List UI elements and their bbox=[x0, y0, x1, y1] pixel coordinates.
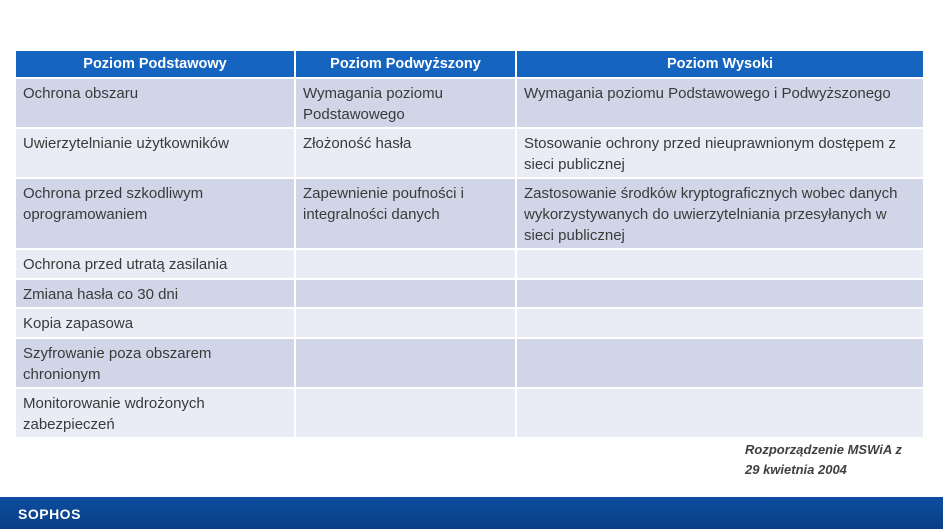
table-cell: Zastosowanie środków kryptograficznych wobec danych wykorzystywanych do uwierzytelniania przesyłanych w sieci publicznej bbox=[517, 179, 923, 250]
table-cell bbox=[517, 339, 923, 389]
header-basic-level: Poziom Podstawowy bbox=[16, 51, 296, 79]
table-cell bbox=[296, 250, 517, 280]
table-row bbox=[16, 339, 923, 389]
table-cell bbox=[517, 389, 923, 439]
source-line-1: Rozporządzenie MSWiA z bbox=[745, 442, 902, 457]
table-cell: Kopia zapasowa bbox=[16, 309, 296, 339]
table-cell bbox=[517, 280, 923, 309]
security-levels-table bbox=[16, 51, 923, 439]
table-cell: Wymagania poziomu Podstawowego i Podwyższonego bbox=[517, 79, 923, 129]
header-elevated-level: Poziom Podwyższony bbox=[296, 51, 517, 79]
table-cell: Zmiana hasła co 30 dni bbox=[16, 280, 296, 309]
source-line-2: 29 kwietnia 2004 bbox=[745, 462, 847, 477]
sophos-logo: SOPHOS bbox=[18, 506, 81, 522]
table-cell: Złożoność hasła bbox=[296, 129, 517, 179]
table-cell bbox=[296, 339, 517, 389]
footer-bar bbox=[0, 497, 943, 529]
table-cell: Zapewnienie poufności i integralności danych bbox=[296, 179, 517, 250]
table-cell: Ochrona przed szkodliwym oprogramowaniem bbox=[16, 179, 296, 250]
table-cell bbox=[296, 280, 517, 309]
table-cell bbox=[517, 250, 923, 280]
table-cell bbox=[517, 309, 923, 339]
table-cell: Szyfrowanie poza obszarem chronionym bbox=[16, 339, 296, 389]
table-row bbox=[16, 179, 923, 250]
table-header-row bbox=[16, 51, 923, 79]
source-citation bbox=[745, 440, 902, 480]
table-cell: Ochrona obszaru bbox=[16, 79, 296, 129]
table-row bbox=[16, 389, 923, 439]
table-cell: Stosowanie ochrony przed nieuprawnionym dostępem z sieci publicznej bbox=[517, 129, 923, 179]
table-row bbox=[16, 250, 923, 280]
table-row bbox=[16, 309, 923, 339]
table-cell: Wymagania poziomu Podstawowego bbox=[296, 79, 517, 129]
table-cell: Monitorowanie wdrożonych zabezpieczeń bbox=[16, 389, 296, 439]
table-cell: Ochrona przed utratą zasilania bbox=[16, 250, 296, 280]
table-cell bbox=[296, 389, 517, 439]
table-row bbox=[16, 79, 923, 129]
table-row bbox=[16, 129, 923, 179]
header-high-level: Poziom Wysoki bbox=[517, 51, 923, 79]
table-cell bbox=[296, 309, 517, 339]
table-row bbox=[16, 280, 923, 309]
table-cell: Uwierzytelnianie użytkowników bbox=[16, 129, 296, 179]
